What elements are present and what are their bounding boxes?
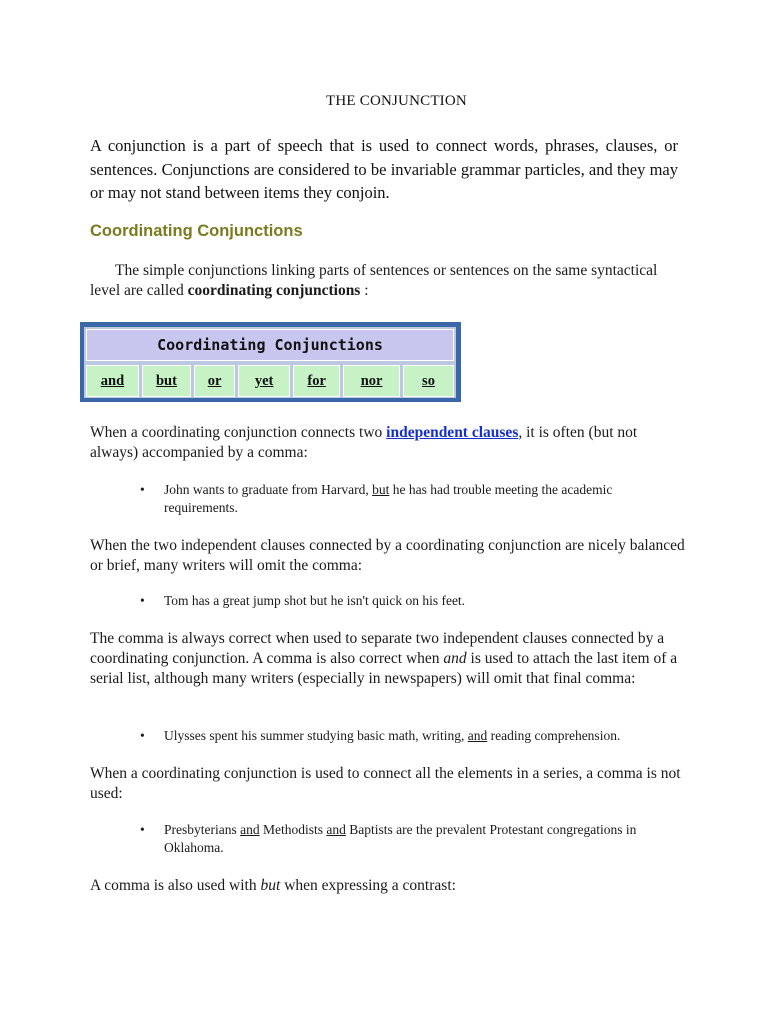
conjunction-link-so[interactable] bbox=[403, 365, 454, 397]
bullet-icon: • bbox=[140, 482, 145, 497]
underlined-conjunction: and bbox=[467, 728, 488, 743]
list-item bbox=[140, 481, 680, 516]
underlined-conjunction: and bbox=[240, 822, 260, 837]
text-run: reading comprehension. bbox=[487, 728, 621, 743]
cell-label[interactable]: yet bbox=[254, 372, 274, 389]
text-run: Ulysses spent his summer studying basic math, writing, bbox=[164, 728, 468, 743]
text-run: is used to attach the last item of a serial list, although many writers (especially in newspapers) will omit that final comma: bbox=[90, 650, 678, 687]
section-heading: Coordinating Conjunctions bbox=[90, 222, 303, 240]
text-run: when expressing a contrast: bbox=[280, 877, 456, 894]
serial-comma-paragraph bbox=[90, 629, 690, 689]
text-run: The comma is always correct when used to separate two independent clauses connected by a coordinating conjunction. A comma is also correct when bbox=[90, 630, 665, 667]
underlined-conjunction: but bbox=[372, 482, 390, 497]
coordinating-intro-paragraph bbox=[90, 261, 690, 301]
bullet-icon: • bbox=[140, 728, 145, 743]
table-header: Coordinating Conjunctions bbox=[86, 329, 454, 361]
conjunction-link-for[interactable] bbox=[293, 365, 340, 397]
text-run: When a coordinating conjunction connects two bbox=[90, 424, 387, 441]
cell-label[interactable]: nor bbox=[360, 372, 383, 389]
list-item-text bbox=[164, 821, 680, 856]
cell-label[interactable]: or bbox=[207, 372, 222, 389]
italic-term: and bbox=[443, 650, 467, 667]
cell-label[interactable]: and bbox=[100, 372, 125, 389]
omit-comma-paragraph: When the two independent clauses connected by a coordinating conjunction are nicely balanced or brief, many writers will omit the comma: bbox=[90, 537, 685, 574]
cell-label[interactable]: so bbox=[422, 372, 435, 389]
text-run: Methodists bbox=[259, 822, 327, 837]
contrast-paragraph bbox=[90, 876, 690, 896]
text-run: Baptists are the prevalent Protestant congregations in Oklahoma. bbox=[164, 822, 637, 855]
conjunction-link-and[interactable] bbox=[86, 365, 139, 397]
conjunction-link-nor[interactable] bbox=[343, 365, 400, 397]
series-paragraph: When a coordinating conjunction is used to connect all the elements in a series, a comma is not used: bbox=[90, 765, 681, 802]
bullet-icon: • bbox=[140, 822, 145, 837]
conjunction-link-yet[interactable] bbox=[238, 365, 290, 397]
list-item bbox=[140, 727, 680, 745]
cell-label[interactable]: for bbox=[307, 372, 326, 389]
text-run: Presbyterians bbox=[164, 822, 241, 837]
cell-label[interactable]: but bbox=[155, 372, 177, 389]
bold-term: coordinating conjunctions bbox=[187, 282, 361, 299]
text-run: , it is often (but not always) accompanied by a comma: bbox=[90, 424, 638, 461]
text-run: A comma is also used with bbox=[90, 877, 261, 894]
italic-term: but bbox=[260, 877, 281, 894]
coordinating-conjunctions-table bbox=[80, 322, 461, 402]
text-run: The simple conjunctions linking parts of sentences or sentences on the same syntactical level are called bbox=[90, 262, 658, 299]
conjunction-link-or[interactable] bbox=[194, 365, 235, 397]
independent-clauses-link[interactable]: independent clauses bbox=[386, 424, 519, 441]
intro-paragraph: A conjunction is a part of speech that is used to connect words, phrases, clauses, or sentences. Conjunctions are considered to be invariable grammar particles, and they may or may not stand between items they conjoin. bbox=[90, 136, 678, 202]
page-title: THE CONJUNCTION bbox=[326, 93, 467, 109]
text-run: : bbox=[360, 282, 369, 299]
underlined-conjunction: and bbox=[326, 822, 346, 837]
list-item-text bbox=[164, 727, 680, 745]
table-body bbox=[84, 327, 456, 398]
list-item-text bbox=[164, 481, 680, 516]
comma-usage-paragraph bbox=[90, 423, 680, 463]
conjunction-link-but[interactable] bbox=[142, 365, 191, 397]
list-item bbox=[140, 592, 680, 610]
table-row bbox=[86, 365, 454, 397]
text-run: he has had trouble meeting the academic requirements. bbox=[164, 482, 613, 515]
list-item-text: Tom has a great jump shot but he isn't quick on his feet. bbox=[164, 593, 466, 608]
list-item bbox=[140, 821, 680, 856]
text-run: John wants to graduate from Harvard, bbox=[164, 482, 373, 497]
bullet-icon: • bbox=[140, 593, 145, 608]
